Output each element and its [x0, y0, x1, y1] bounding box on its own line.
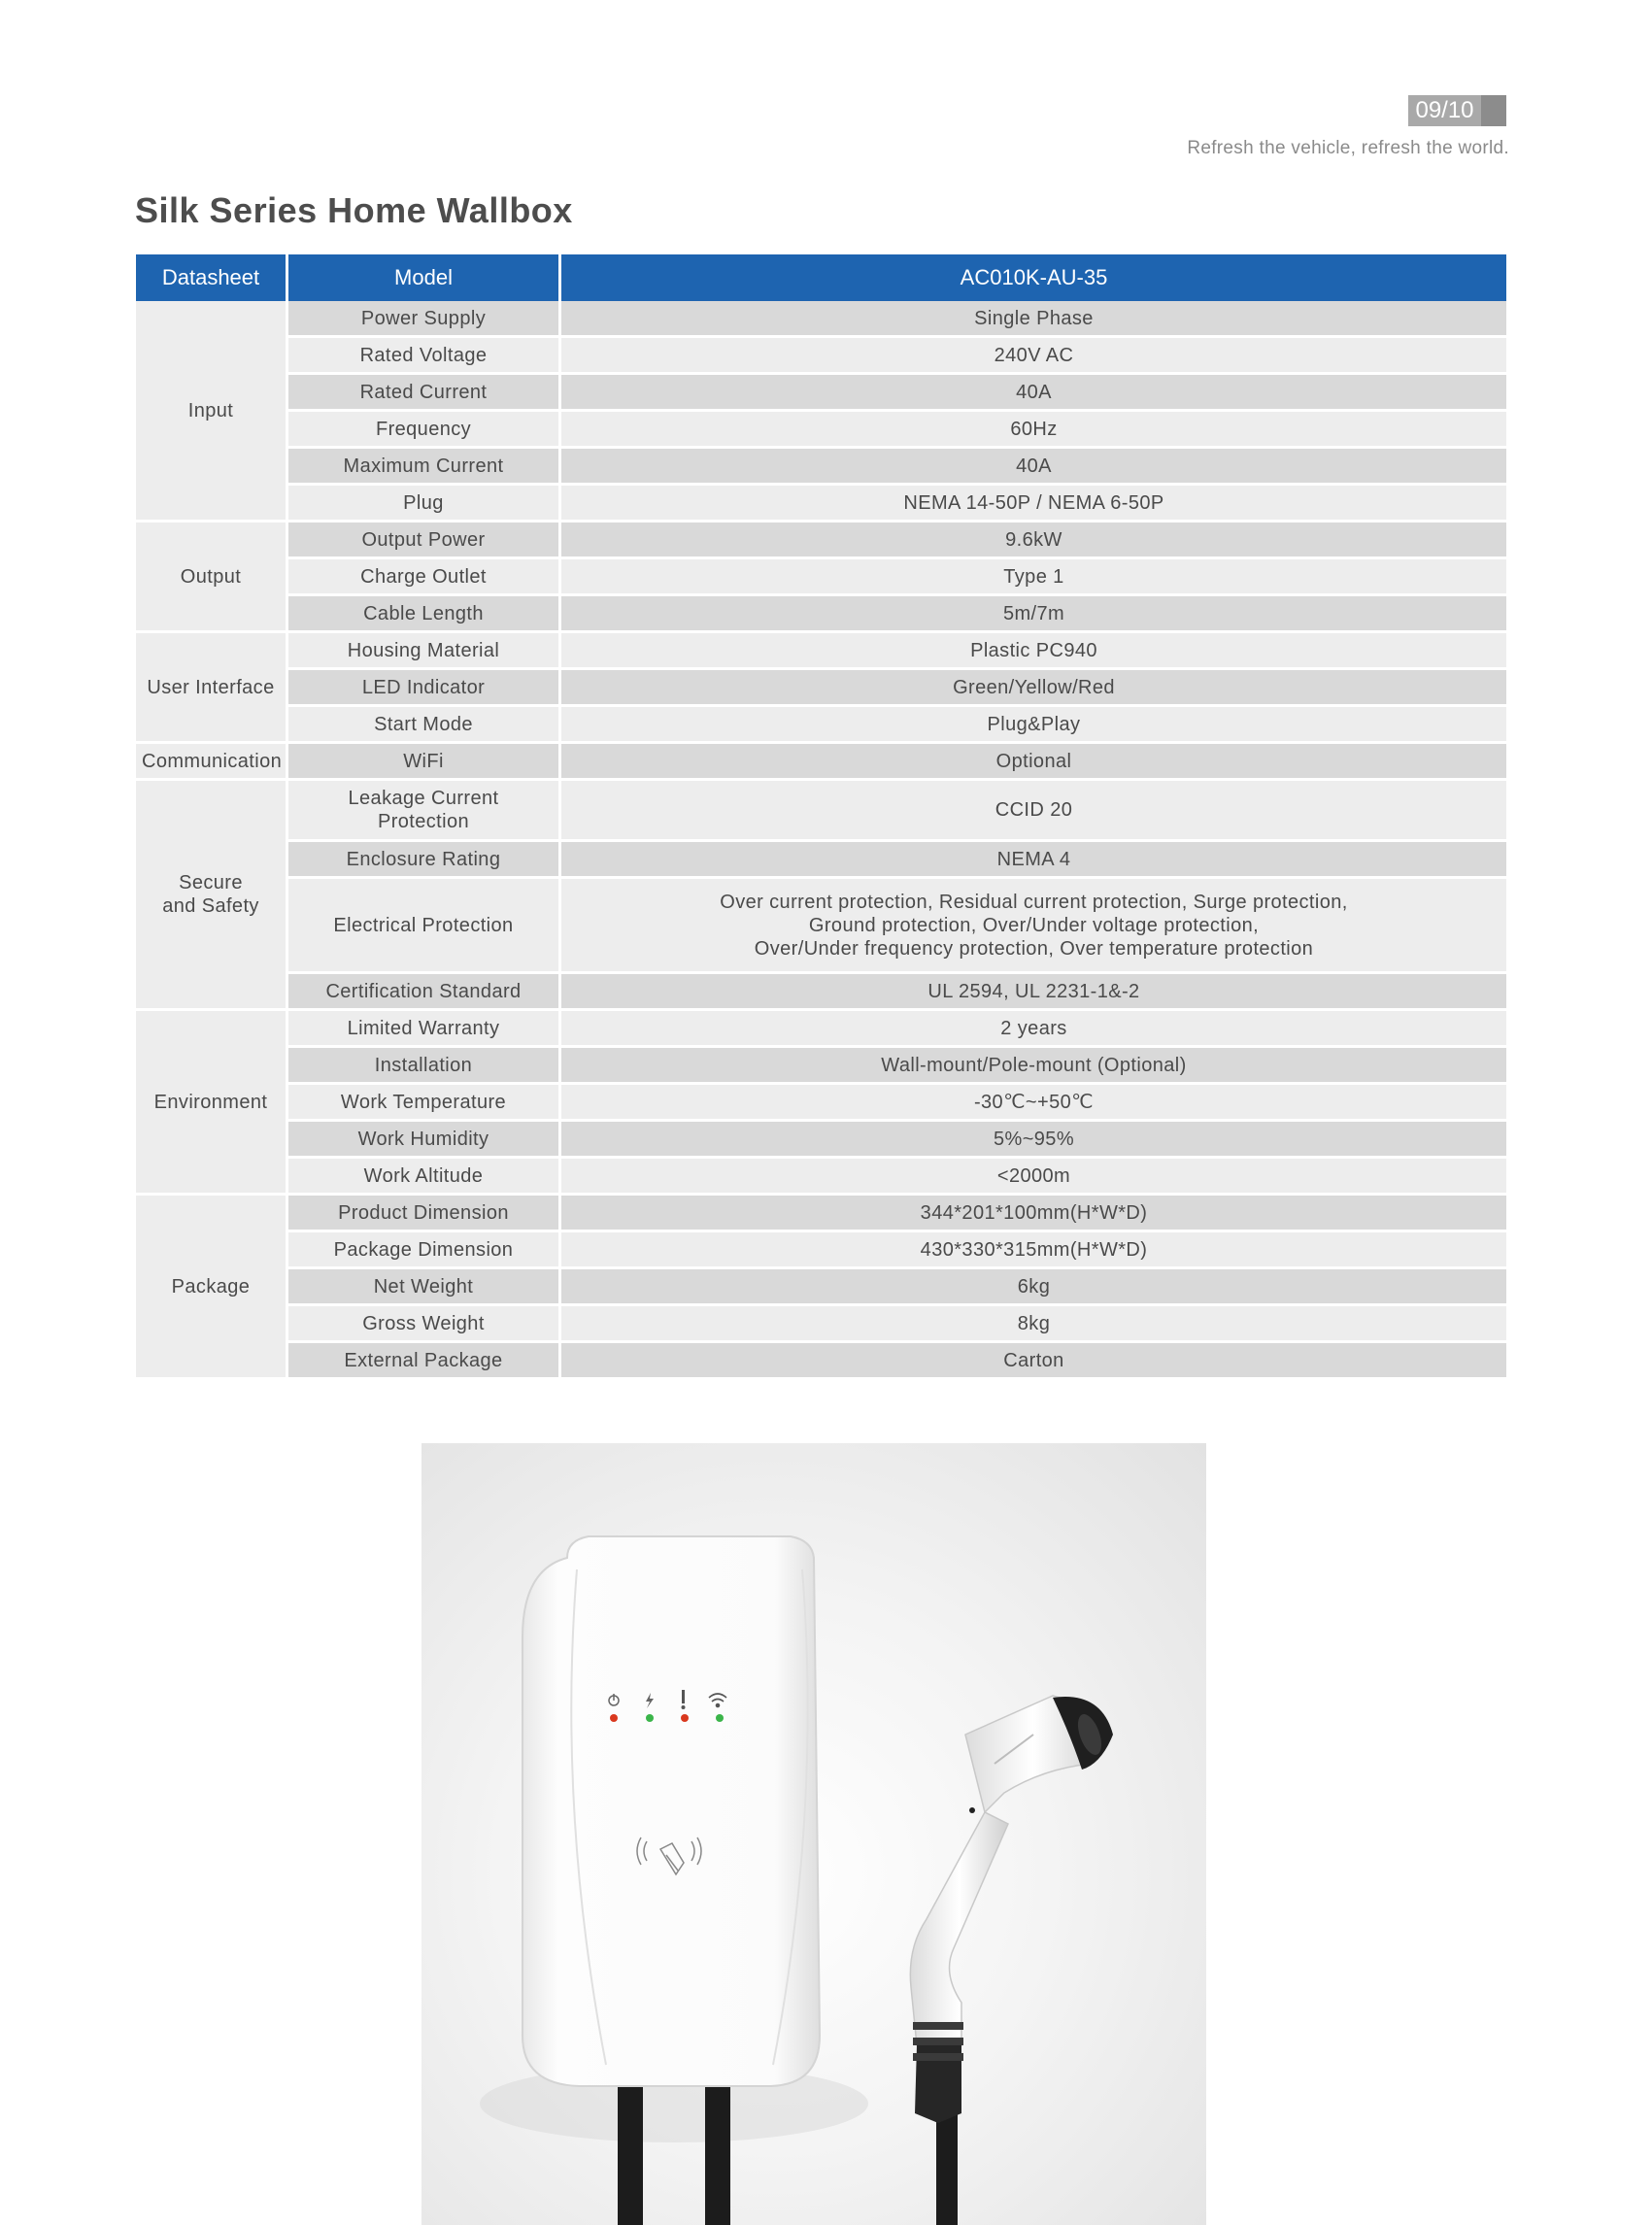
page-number: 09/10: [1408, 95, 1481, 126]
led-indicator: [681, 1714, 689, 1722]
param-cell: Charge Outlet: [288, 559, 561, 596]
table-row: [136, 523, 1506, 559]
value-cell: Wall-mount/Pole-mount (Optional): [561, 1048, 1506, 1085]
param-cell: Work Altitude: [288, 1159, 561, 1196]
led-indicator: [610, 1714, 618, 1722]
value-cell: Optional: [561, 744, 1506, 781]
category-cell: Secure and Safety: [136, 781, 288, 1011]
param-cell: Start Mode: [288, 707, 561, 744]
value-cell: 9.6kW: [561, 523, 1506, 559]
value-cell: Plug&Play: [561, 707, 1506, 744]
param-cell: Frequency: [288, 412, 561, 449]
value-cell: UL 2594, UL 2231-1&-2: [561, 974, 1506, 1011]
param-cell: Cable Length: [288, 596, 561, 633]
value-cell: 430*330*315mm(H*W*D): [561, 1232, 1506, 1269]
table-row: [136, 338, 1506, 375]
param-cell: Limited Warranty: [288, 1011, 561, 1048]
table-row: [136, 781, 1506, 842]
value-cell: 344*201*100mm(H*W*D): [561, 1196, 1506, 1232]
table-header-row: [136, 254, 1506, 301]
param-cell: Net Weight: [288, 1269, 561, 1306]
value-cell: 40A: [561, 449, 1506, 486]
value-cell: CCID 20: [561, 781, 1506, 842]
table-row: [136, 301, 1506, 338]
param-cell: Output Power: [288, 523, 561, 559]
header-model: Model: [288, 254, 561, 301]
value-cell: Carton: [561, 1343, 1506, 1380]
value-cell: 60Hz: [561, 412, 1506, 449]
table-row: [136, 670, 1506, 707]
value-cell: <2000m: [561, 1159, 1506, 1196]
category-cell: Package: [136, 1196, 288, 1380]
cable-left: [618, 2079, 643, 2225]
param-cell: Product Dimension: [288, 1196, 561, 1232]
cable-right: [705, 2079, 730, 2225]
table-row: [136, 559, 1506, 596]
value-cell: Type 1: [561, 559, 1506, 596]
value-cell: 5m/7m: [561, 596, 1506, 633]
value-cell: -30℃~+50℃: [561, 1085, 1506, 1122]
value-cell: 2 years: [561, 1011, 1506, 1048]
param-cell: LED Indicator: [288, 670, 561, 707]
table-row: [136, 1306, 1506, 1343]
value-cell: 240V AC: [561, 338, 1506, 375]
header-datasheet: Datasheet: [136, 254, 288, 301]
param-cell: Work Temperature: [288, 1085, 561, 1122]
table-row: [136, 1085, 1506, 1122]
table-row: [136, 1196, 1506, 1232]
param-cell: Power Supply: [288, 301, 561, 338]
category-cell: Environment: [136, 1011, 288, 1196]
value-cell: 8kg: [561, 1306, 1506, 1343]
page-title: Silk Series Home Wallbox: [135, 190, 573, 230]
param-cell: Gross Weight: [288, 1306, 561, 1343]
param-cell: Leakage Current Protection: [288, 781, 561, 842]
table-row: [136, 375, 1506, 412]
tagline: Refresh the vehicle, refresh the world.: [1187, 138, 1509, 158]
table-row: [136, 1159, 1506, 1196]
param-cell: Installation: [288, 1048, 561, 1085]
table-row: [136, 1232, 1506, 1269]
param-cell: Package Dimension: [288, 1232, 561, 1269]
table-row: [136, 633, 1506, 670]
table-row: [136, 1269, 1506, 1306]
category-cell: Communication: [136, 744, 288, 781]
value-cell: NEMA 4: [561, 842, 1506, 879]
value-cell: 5%~95%: [561, 1122, 1506, 1159]
led-indicator: [716, 1714, 724, 1722]
led-indicator: [646, 1714, 654, 1722]
table-row: [136, 412, 1506, 449]
category-cell: Output: [136, 523, 288, 633]
datasheet-table: [136, 254, 1506, 1380]
table-row: [136, 974, 1506, 1011]
param-cell: Plug: [288, 486, 561, 523]
value-cell: 6kg: [561, 1269, 1506, 1306]
table-row: [136, 744, 1506, 781]
table-row: [136, 596, 1506, 633]
category-cell: Input: [136, 301, 288, 523]
category-cell: User Interface: [136, 633, 288, 744]
value-cell: Plastic PC940: [561, 633, 1506, 670]
wallbox-body: [523, 1536, 820, 2086]
value-cell: NEMA 14-50P / NEMA 6-50P: [561, 486, 1506, 523]
param-cell: Rated Current: [288, 375, 561, 412]
table-row: [136, 1122, 1506, 1159]
table-row: [136, 1011, 1506, 1048]
param-cell: Maximum Current: [288, 449, 561, 486]
header-model-value: AC010K-AU-35: [561, 254, 1506, 301]
param-cell: Enclosure Rating: [288, 842, 561, 879]
table-row: [136, 879, 1506, 974]
param-cell: Rated Voltage: [288, 338, 561, 375]
page-number-badge: [1408, 95, 1506, 126]
table-row: [136, 707, 1506, 744]
product-photo: [421, 1443, 1206, 2225]
warning-icon: [682, 1690, 686, 1709]
param-cell: Electrical Protection: [288, 879, 561, 974]
value-cell: Over current protection, Residual current protection, Surge protection, Ground protection, Over/Under voltage protection, Over/Under frequency protection, Over temperature protection: [561, 879, 1506, 974]
table-row: [136, 449, 1506, 486]
param-cell: External Package: [288, 1343, 561, 1380]
param-cell: Housing Material: [288, 633, 561, 670]
param-cell: WiFi: [288, 744, 561, 781]
table-row: [136, 486, 1506, 523]
value-cell: Single Phase: [561, 301, 1506, 338]
charging-gun-handle: [910, 1812, 1008, 2045]
table-row: [136, 1343, 1506, 1380]
value-cell: 40A: [561, 375, 1506, 412]
param-cell: Work Humidity: [288, 1122, 561, 1159]
table-row: [136, 842, 1506, 879]
param-cell: Certification Standard: [288, 974, 561, 1011]
table-row: [136, 1048, 1506, 1085]
wallbox-illustration: [421, 1443, 1206, 2225]
value-cell: Green/Yellow/Red: [561, 670, 1506, 707]
